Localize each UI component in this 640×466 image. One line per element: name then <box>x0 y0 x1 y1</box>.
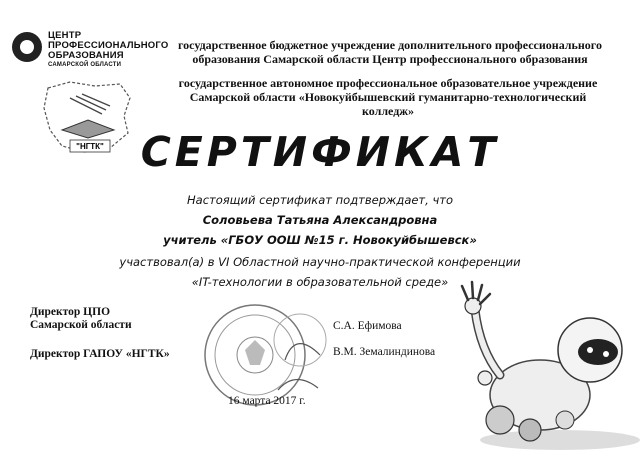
logo-line-2: ПРОФЕССИОНАЛЬНОГО <box>48 40 169 51</box>
robot-foot <box>519 419 541 441</box>
signatory2-name: В.М. Земалиндинова <box>333 346 436 358</box>
official-stamp <box>200 300 330 410</box>
role1-line2: Самарской области <box>30 319 132 331</box>
robot-knee <box>486 406 514 434</box>
cpo-logo-emblem-icon <box>12 32 42 62</box>
ngtk-label: "НГТК" <box>76 142 104 151</box>
robot-eye-icon <box>587 347 593 353</box>
robot-illustration <box>440 270 640 460</box>
body-line-1: Настоящий сертификат подтверждает, что <box>187 193 453 207</box>
robot-visor <box>578 339 618 365</box>
recipient-name: Соловьева Татьяна Александровна <box>202 213 438 227</box>
org2-header <box>148 76 628 118</box>
org2-line-2: Самарской области «Новокуйбышевский гуманитарно-технологический <box>189 90 587 104</box>
org1-line-1: государственное бюджетное учреждение дополнительного профессионального <box>178 38 602 52</box>
eagle-icon <box>245 340 265 365</box>
rays-icon <box>70 94 110 114</box>
logo-line-4: САМАРСКОЙ ОБЛАСТИ <box>48 62 122 68</box>
certificate-title: СЕРТИФИКАТ <box>140 128 500 176</box>
robot-eye-icon <box>603 351 609 357</box>
conference-name: «IT-технологии в образовательной среде» <box>191 275 449 289</box>
role2: Директор ГАПОУ «НГТК» <box>30 348 170 360</box>
stamp-second-ring <box>274 314 326 366</box>
logo-line-1: ЦЕНТР <box>48 30 82 41</box>
org2-line-1: государственное автономное профессиональное образовательное учреждение <box>178 76 598 90</box>
signature-scribble-1 <box>285 344 320 360</box>
signatory1-name: С.А. Ефимова <box>333 320 402 332</box>
cpo-logo <box>10 30 169 70</box>
role1-line1: Директор ЦПО <box>30 306 111 318</box>
robot-hip <box>556 411 574 429</box>
org2-line-3: колледж» <box>361 104 414 118</box>
org1-header <box>150 38 630 66</box>
recipient-position: учитель «ГБОУ ООШ №15 г. Новокуйбышевск» <box>163 233 477 247</box>
robot-joint <box>478 371 492 385</box>
org1-line-2: образования Самарской области Центр профессионального образования <box>192 52 588 66</box>
logo-line-3: ОБРАЗОВАНИЯ <box>48 50 124 61</box>
body-line-4: участвовал(а) в VI Областной научно-практической конференции <box>119 255 521 269</box>
issue-date: 16 марта 2017 г. <box>228 395 306 407</box>
